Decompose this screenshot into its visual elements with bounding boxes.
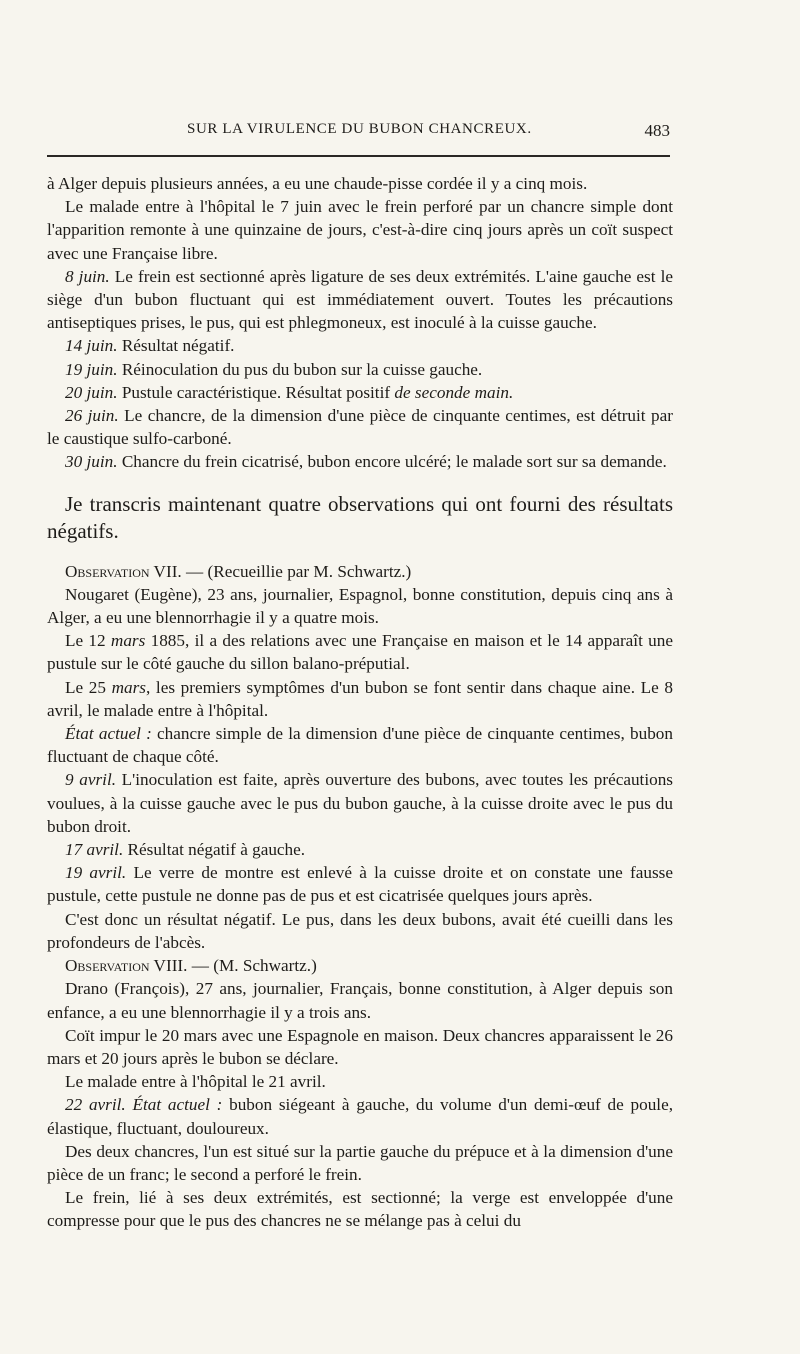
paragraph: Le frein, lié à ses deux extrémités, est sectionné; la verge est enveloppée d'une compresse pour que le pus des chancres ne se mélange pas à celui du bbox=[47, 1188, 673, 1231]
entry-date: 30 juin. bbox=[65, 452, 118, 472]
lead-sentence: Je transcris maintenant quatre observations qui ont fourni des résultats négatifs. bbox=[47, 491, 673, 543]
paragraph: à Alger depuis plusieurs années, a eu une chaude-pisse cordée il y a cinq mois. bbox=[47, 174, 588, 193]
entry-date: 19 juin. bbox=[65, 359, 118, 379]
italic-phrase: de seconde main. bbox=[394, 382, 514, 402]
entry-date: 19 avril. bbox=[65, 863, 127, 883]
running-head bbox=[47, 121, 672, 145]
italic-phrase: État actuel : bbox=[65, 724, 152, 744]
paragraph: Des deux chancres, l'un est situé sur la partie gauche du prépuce et à la dimension d'une pièce de un franc; le second a perforé le frein. bbox=[47, 1141, 673, 1184]
paragraph: 8 juin. Le frein est sectionné après ligature de ses deux extrémités. L'aine gauche est le siège d'un bubon fluctuant qui est immédiatement ouvert. Toutes les précautions antiseptiques prises, le pus, qui est phlegmoneux, est inoculé à la cuisse gauche. bbox=[47, 266, 673, 333]
running-title: SUR LA VIRULENCE DU BUBON CHANCREUX. bbox=[187, 121, 532, 137]
paragraph: Le 25 mars, les premiers symptômes d'un bubon se font sentir dans chaque aine. Le 8 avril, le malade entre à l'hôpital. bbox=[47, 677, 673, 720]
entry-date: 14 juin. bbox=[65, 336, 118, 356]
paragraph: Coït impur le 20 mars avec une Espagnole en maison. Deux chancres apparaissent le 26 mars et 20 jours après le bubon se déclare. bbox=[47, 1025, 673, 1068]
paragraph: C'est donc un résultat négatif. Le pus, dans les deux bubons, avait été cueilli dans les profondeurs de l'abcès. bbox=[47, 909, 673, 952]
paragraph: Nougaret (Eugène), 23 ans, journalier, Espagnol, bonne constitution, depuis cinq ans à Alger, a eu une blennorrhagie il y a quatre mois. bbox=[47, 584, 673, 628]
body-text bbox=[47, 172, 673, 1233]
paragraph: 30 juin. Chancre du frein cicatrisé, bubon encore ulcéré; le malade sort sur sa demande. bbox=[65, 452, 667, 472]
entry-date: 22 avril. État actuel : bbox=[65, 1095, 223, 1115]
entry-date: 9 avril. bbox=[65, 770, 117, 790]
paragraph: Le 12 mars 1885, il a des relations avec une Française en maison et le 14 apparaît une pustule sur le côté gauche du sillon balano-préputial. bbox=[47, 631, 673, 674]
header-rule bbox=[47, 155, 670, 157]
paragraph: 9 avril. L'inoculation est faite, après ouverture des bubons, avec toutes les précautions voulues, à la cuisse gauche avec le pus du bubon gauche, à la cuisse droite avec le pus du bubon droit. bbox=[47, 770, 673, 836]
entry-date: 20 juin. bbox=[65, 382, 118, 402]
paragraph: État actuel : chancre simple de la dimension d'une pièce de cinquante centimes, bubon fluctuant de chaque côté. bbox=[47, 724, 673, 767]
observation-heading: Observation VIII. — (M. Schwartz.) bbox=[65, 956, 317, 976]
paragraph: 22 avril. État actuel : bubon siégeant à gauche, du volume d'un demi-œuf de poule, élastique, fluctuant, douloureux. bbox=[47, 1095, 673, 1138]
paragraph: Drano (François), 27 ans, journalier, Français, bonne constitution, à Alger depuis son enfance, a eu une blennorrhagie il y a trois ans. bbox=[47, 979, 673, 1022]
observation-label: Observation VIII. bbox=[65, 956, 188, 976]
page-number: 483 bbox=[644, 121, 670, 140]
entry-date: 17 avril. bbox=[65, 840, 124, 860]
paragraph: Le malade entre à l'hôpital le 21 avril. bbox=[65, 1072, 326, 1092]
observation-heading: Observation VII. — (Recueillie par M. Schwartz.) bbox=[65, 561, 412, 581]
entry-date: 26 juin. bbox=[65, 406, 119, 426]
paragraph: 19 juin. Réinoculation du pus du bubon sur la cuisse gauche. bbox=[65, 359, 483, 379]
paragraph: Le malade entre à l'hôpital le 7 juin avec le frein perforé par un chancre simple dont l'apparition remonte à une quinzaine de jours, c'est-à-dire cinq jours après un coït suspect avec une Française libre. bbox=[47, 197, 673, 263]
paragraph: 20 juin. Pustule caractéristique. Résultat positif de seconde main. bbox=[65, 382, 514, 402]
paragraph: 19 avril. Le verre de montre est enlevé à la cuisse droite et on constate une fausse pustule, cette pustule ne donne pas de pus et est cicatrisée quelques jours après. bbox=[47, 863, 673, 906]
observation-label: Observation VII. bbox=[65, 561, 182, 581]
entry-date: 8 juin. bbox=[65, 266, 110, 286]
paragraph: 26 juin. Le chancre, de la dimension d'une pièce de cinquante centimes, est détruit par le caustique sulfo-carboné. bbox=[47, 406, 673, 449]
paragraph: 14 juin. Résultat négatif. bbox=[65, 336, 235, 356]
paragraph: 17 avril. Résultat négatif à gauche. bbox=[65, 840, 306, 860]
